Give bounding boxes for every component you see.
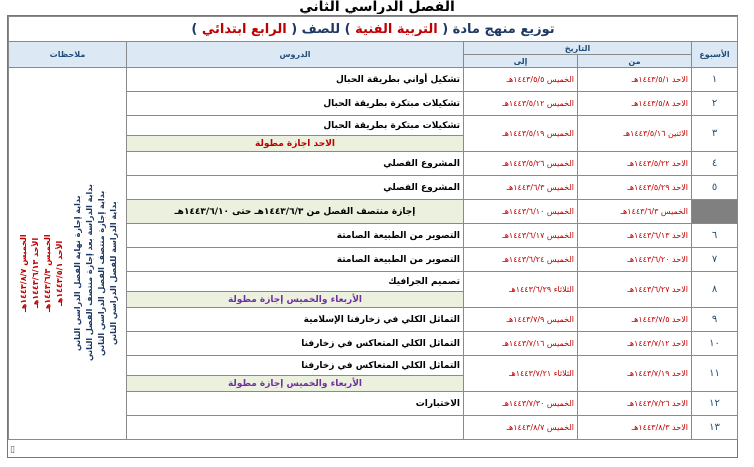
banner-subject: التربية الفنية [355, 21, 438, 37]
curriculum-table-frame [7, 15, 738, 458]
notes-date2: الخميس ١٤٤٣/٦/٣هـ [43, 234, 52, 312]
notes-col2: بداية إجازة منتصف الفصل الدراسي الثاني [97, 190, 106, 356]
from-date-cell: الاحد ١٤٤٣/٦/٢٧هـ [578, 272, 692, 308]
from-date-cell: الاحد ١٤٤٣/٧/١٩هـ [578, 356, 692, 392]
lesson-cell: التصوير من الطبيعة الصامتة [127, 224, 464, 248]
to-date-cell: الخميس ١٤٤٣/٦/١٠هـ [464, 200, 578, 224]
from-date-cell: الاحد ١٤٤٣/٧/١٢هـ [578, 332, 692, 356]
to-date-cell: الخميس ١٤٤٣/٦/٣هـ [464, 176, 578, 200]
table-banner [9, 17, 738, 42]
week-cell: ٢ [692, 92, 738, 116]
banner-suffix: ) [191, 21, 198, 37]
banner-prefix: توزيع منهج مادة ( [442, 21, 555, 37]
holiday-note-cell: الأربعاء والخميس إجازة مطولة [127, 292, 464, 308]
from-date-cell: الاثنين ١٤٤٣/٥/١٦هـ [578, 116, 692, 152]
lesson-cell: المشروع الفصلي [127, 152, 464, 176]
from-header: من [578, 55, 692, 68]
notes-cell [9, 68, 127, 440]
from-date-cell: الاحد ١٤٤٣/٥/١هـ [578, 68, 692, 92]
banner-grade: الرابع ابتدائي [201, 21, 287, 37]
lesson-cell: تصميم الجرافيك [127, 272, 464, 292]
holiday-note-cell: الأربعاء والخميس إجازة مطولة [127, 376, 464, 392]
holiday-note-cell: الاحد اجازة مطولة [127, 136, 464, 152]
week-cell: ٦ [692, 224, 738, 248]
page-title: الفصل الدراسي الثاني [299, 0, 455, 14]
to-date-cell: الخميس ١٤٤٣/٥/١٢هـ [464, 92, 578, 116]
to-date-cell: الخميس ١٤٤٣/٦/٢٤هـ [464, 248, 578, 272]
to-date-cell: الخميس ١٤٤٣/٥/٥هـ [464, 68, 578, 92]
from-date-cell: الاحد ١٤٤٣/٥/٢٢هـ [578, 152, 692, 176]
week-cell: ٧ [692, 248, 738, 272]
from-date-cell: الاحد ١٤٤٣/٨/٣هـ [578, 416, 692, 440]
notes-col3: بداية الدراسة بعد إجازة منتصف الفصل الثاني [85, 184, 94, 362]
notes-date1: الأحد ١٤٤٣/٥/١هـ [55, 240, 64, 306]
notes-content [9, 98, 124, 440]
lesson-cell: التماثل الكلي في زخارفنا الإسلامية [127, 308, 464, 332]
from-date-cell: الاحد ١٤٤٣/٥/٢٩هـ [578, 176, 692, 200]
week-cell: ١١ [692, 356, 738, 392]
notes-col4: بداية إجازة نهاية الفصل الدراسي الثاني [73, 195, 82, 351]
lesson-cell: تشكيل أواني بطريقة الحبال [127, 68, 464, 92]
table-row [9, 68, 738, 92]
from-date-cell: الاحد ١٤٤٣/٥/٨هـ [578, 92, 692, 116]
from-date-cell: الاحد ١٤٤٣/٦/٢٠هـ [578, 248, 692, 272]
to-date-cell: الخميس ١٤٤٣/٨/٧هـ [464, 416, 578, 440]
notes-header: ملاحظات [9, 42, 127, 68]
lesson-cell: التصوير من الطبيعة الصامتة [127, 248, 464, 272]
week-cell: ١ [692, 68, 738, 92]
lesson-cell: الاختبارات [127, 392, 464, 416]
to-date-cell: الخميس ١٤٤٣/٥/٢٦هـ [464, 152, 578, 176]
notes-col1: بداية الدراسة للفصل الدراسي الثاني [109, 201, 118, 345]
from-date-cell: الاحد ١٤٤٣/٧/٢٦هـ [578, 392, 692, 416]
to-date-cell: الخميس ١٤٤٣/٥/١٩هـ [464, 116, 578, 152]
lesson-cell [127, 416, 464, 440]
lesson-cell: التماثل الكلي المتعاكس في زخارفنا [127, 332, 464, 356]
week-cell: ٤ [692, 152, 738, 176]
notes-date4: الخميس ١٤٤٣/٨/٧هـ [19, 234, 28, 312]
date-header: التاريخ [464, 42, 692, 55]
week-cell: ٩ [692, 308, 738, 332]
week-header: الأسبوع [692, 42, 738, 68]
week-cell: ٣ [692, 116, 738, 152]
corner-mark: ▯ [10, 445, 15, 455]
banner-middle: ) للصف ( [291, 21, 351, 37]
to-header: إلى [464, 55, 578, 68]
lesson-cell: التماثل الكلي المتعاكس في زخارفنا [127, 356, 464, 376]
curriculum-table [8, 16, 738, 440]
to-date-cell: الثلاثاء ١٤٤٣/٧/٢١هـ [464, 356, 578, 392]
week-cell: ١٢ [692, 392, 738, 416]
from-date-cell: الاحد ١٤٤٣/٦/١٣هـ [578, 224, 692, 248]
to-date-cell: الخميس ١٤٤٣/٧/١٦هـ [464, 332, 578, 356]
week-cell: ٨ [692, 272, 738, 308]
to-date-cell: الثلاثاء ١٤٤٣/٦/٢٩هـ [464, 272, 578, 308]
week-cell: ١٠ [692, 332, 738, 356]
lesson-cell: تشكيلات مبتكرة بطريقة الحبال [127, 92, 464, 116]
lesson-cell: تشكيلات مبتكرة بطريقة الحبال [127, 116, 464, 136]
lesson-cell: المشروع الفصلي [127, 176, 464, 200]
lesson-cell: إجازة منتصف الفصل من ١٤٤٣/٦/٣هـ حتى ١٤٤٣/٦/١٠هـ [127, 200, 464, 224]
to-date-cell: الخميس ١٤٤٣/٧/٩هـ [464, 308, 578, 332]
week-cell [692, 200, 738, 224]
lessons-header: الدروس [127, 42, 464, 68]
to-date-cell: الخميس ١٤٤٣/٧/٣٠هـ [464, 392, 578, 416]
week-cell: ١٣ [692, 416, 738, 440]
from-date-cell: الاحد ١٤٤٣/٧/٥هـ [578, 308, 692, 332]
to-date-cell: الخميس ١٤٤٣/٦/١٧هـ [464, 224, 578, 248]
week-cell: ٥ [692, 176, 738, 200]
notes-date3: الأحد ١٤٤٣/٦/١٣هـ [31, 237, 40, 309]
from-date-cell: الخميس ١٤٤٣/٦/٣هـ [578, 200, 692, 224]
